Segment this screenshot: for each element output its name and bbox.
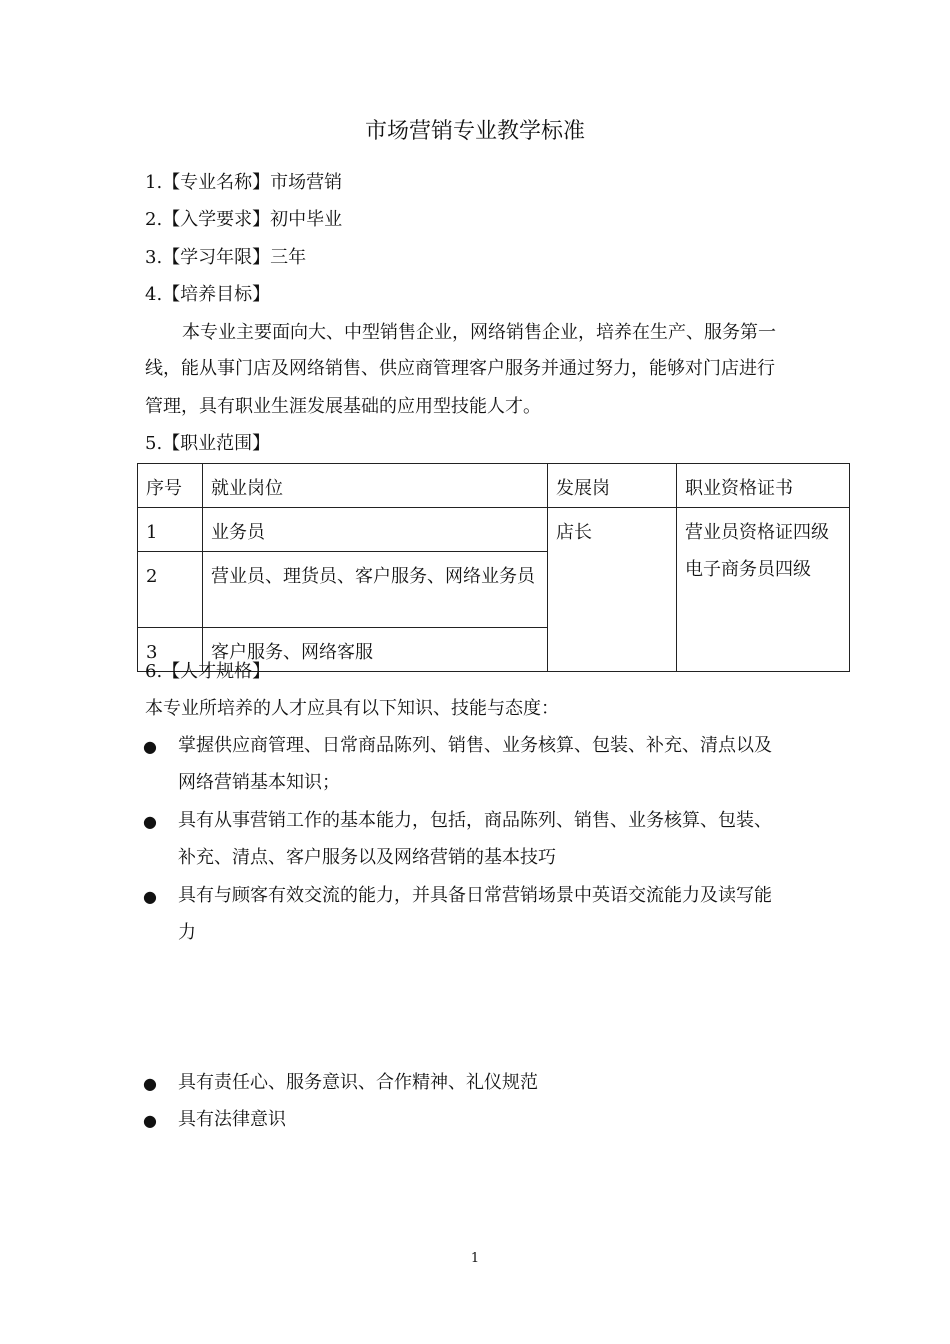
row-no: 3 [138,628,203,672]
study-duration: 3.【学习年限】三年 [145,247,307,268]
objective-line: 线，能从事门店及网络销售、供应商管理客户服务并通过努力，能够对门店进行 [145,358,775,379]
bullet-text: 掌握供应商管理、日常商品陈列、销售、业务核算、包装、补充、清点以及 [178,735,772,756]
row-no: 2 [138,552,203,628]
row-no: 1 [138,508,203,552]
table-row [138,508,850,552]
career-table [137,463,850,672]
bullet-dot: ● [143,1111,157,1130]
development-post: 店长 [548,508,677,672]
objective-line: 本专业主要面向大、中型销售企业，网络销售企业，培养在生产、服务第一 [182,322,776,343]
bullet-dot: ● [143,887,157,906]
bullet-dot: ● [143,737,157,756]
row-position: 业务员 [203,508,548,552]
header-no: 序号 [138,464,203,508]
page-number: 1 [470,1251,480,1266]
objective-heading: 4.【培养目标】 [145,284,271,305]
admission-requirement: 2.【入学要求】初中毕业 [145,209,343,230]
row-position: 客户服务、网络客服 [203,628,548,672]
table-header-row [138,464,850,508]
bullet-text: 力 [178,922,196,943]
document-title: 市场营销专业教学标准 [364,119,585,144]
bullet-dot: ● [143,812,157,831]
header-position: 就业岗位 [203,464,548,508]
certificates-cell [677,508,850,672]
header-certificate: 职业资格证书 [677,464,850,508]
bullet-text: 具有法律意识 [178,1109,286,1130]
certificate-item: 营业员资格证四级 [685,522,829,543]
bullet-text: 网络营销基本知识； [178,772,340,793]
career-heading: 5.【职业范围】 [145,433,271,454]
bullet-text: 具有责任心、服务意识、合作精神、礼仪规范 [178,1072,538,1093]
talent-intro: 本专业所培养的人才应具有以下知识、技能与态度： [145,698,559,719]
header-development: 发展岗 [548,464,677,508]
bullet-text: 补充、清点、客户服务以及网络营销的基本技巧 [178,847,556,868]
objective-line: 管理，具有职业生涯发展基础的应用型技能人才。 [145,396,541,417]
major-name: 1.【专业名称】市场营销 [145,172,343,193]
bullet-text: 具有从事营销工作的基本能力，包括，商品陈列、销售、业务核算、包装、 [178,810,772,831]
certificate-item: 电子商务员四级 [685,559,811,580]
bullet-dot: ● [143,1074,157,1093]
bullet-text: 具有与顾客有效交流的能力，并具备日常营销场景中英语交流能力及读写能 [178,885,772,906]
row-position: 营业员、理货员、客户服务、网络业务员 [203,552,548,628]
talent-heading: 6.【人才规格】 [145,661,271,682]
